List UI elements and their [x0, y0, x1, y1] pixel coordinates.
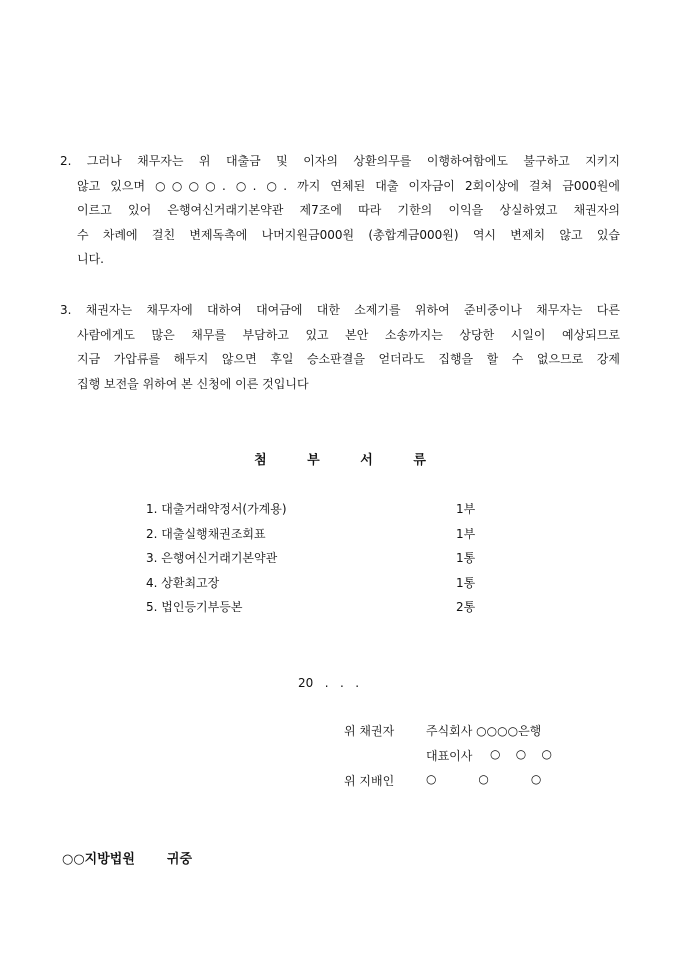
- manager-label: 위 지배인: [344, 774, 395, 788]
- heading-char: 류: [413, 453, 426, 468]
- attachment-name: 3. 은행여신거래기본약관: [146, 551, 278, 565]
- paragraph-line: 니다.: [77, 252, 104, 266]
- court-suffix: 귀중: [166, 852, 193, 867]
- attachments-heading: [0, 449, 680, 468]
- attachment-name: 5. 법인등기부등본: [146, 600, 243, 614]
- attachment-qty: 1통: [456, 575, 476, 590]
- list-item: [146, 595, 486, 620]
- paragraph-line: 않고 있으며 ○○○○. ○. ○. 까지 연체된 대출 이자금이 2회이상에 걸쳐 금000원에: [77, 178, 620, 193]
- representative-name: ○ ○ ○: [490, 747, 552, 761]
- list-item: [146, 546, 486, 571]
- paragraph-line: 지금 가압류를 해두지 않으면 후일 승소판결을 얻더라도 집행을 할 수 없으므로 강제: [77, 352, 620, 366]
- paragraph-line: 이르고 있어 은행여신거래기본약관 제7조에 따라 기한의 이익을 상실하였고 채권자의: [77, 203, 620, 217]
- paragraph-line: 2. 그러나 채무자는 위 대출금 및 이자의 상환의무를 이행하여함에도 불구하고 지키지: [60, 154, 620, 168]
- heading-char: 부: [307, 453, 320, 468]
- paragraph-line: 집행 보전을 위하여 본 신청에 이른 것입니다: [77, 376, 309, 391]
- attachments-list: [146, 497, 486, 620]
- list-item: [146, 522, 486, 547]
- creditor-label: 위 채권자: [344, 724, 395, 738]
- attachment-qty: 1부: [456, 502, 476, 516]
- attachment-name: 1. 대출거래약정서(가계용): [146, 502, 287, 516]
- manager-name: ○ ○ ○: [426, 772, 542, 786]
- paragraph-line: 3. 채권자는 채무자에 대하여 대여금에 대한 소제기를 위하여 준비중이나 채무자는 다른: [60, 303, 620, 317]
- heading-char: 첨: [254, 453, 267, 468]
- paragraph-2: [60, 149, 620, 272]
- list-item: [146, 571, 486, 596]
- attachment-name: 4. 상환최고장: [146, 575, 220, 590]
- representative-label: 대표이사: [426, 749, 473, 763]
- attachment-qty: 1통: [456, 551, 476, 565]
- paragraph-line: 사람에게도 많은 채무를 부담하고 있고 본안 소송까지는 상당한 시일이 예상되므로: [77, 327, 620, 342]
- attachment-name: 2. 대출실행채권조회표: [146, 526, 266, 541]
- attachment-qty: 1부: [456, 526, 476, 541]
- paragraph-3: [60, 298, 620, 396]
- attachment-qty: 2통: [456, 600, 476, 614]
- filing-date: 20 . . .: [298, 676, 360, 690]
- paragraph-line: 수 차례에 걸친 변제독촉에 나머지원금000원 (총합계금000원) 역시 변제치 않고 있습: [77, 227, 620, 242]
- creditor-company: 주식회사 ○○○○은행: [426, 724, 542, 738]
- heading-char: 서: [360, 453, 373, 468]
- court-name: ○○지방법원: [62, 852, 135, 867]
- court-addressee: [62, 848, 192, 867]
- list-item: [146, 497, 486, 522]
